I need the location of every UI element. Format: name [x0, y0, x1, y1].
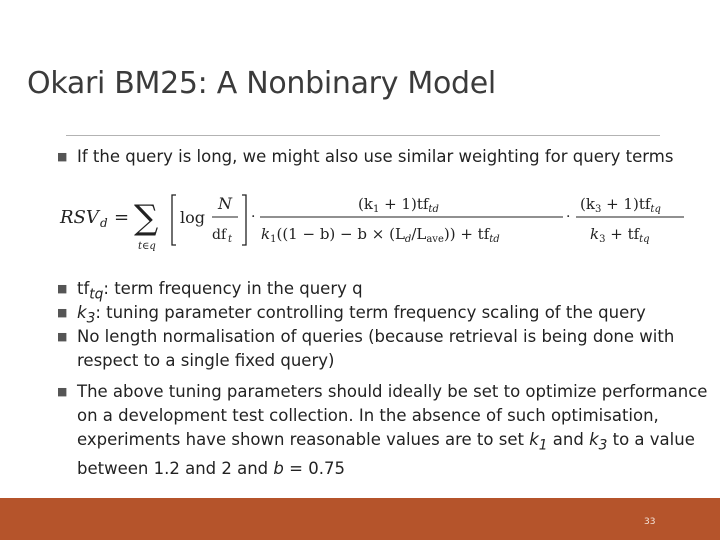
bullet-text-2: to a value between 1.2 and 2 and [77, 430, 695, 479]
bullet-marker-icon: ■ [57, 306, 68, 319]
bullet-text: If the query is long, we might also use similar weighting for query terms [77, 147, 674, 166]
bullet-text: No length normalisation of queries (because retrieval is being done with respect to a single fixed query) [77, 327, 675, 370]
k1-symbol: k [529, 430, 539, 449]
sum-sub: t∈q [138, 241, 156, 252]
formula-log: log [180, 208, 205, 227]
bullet-marker-icon: ■ [57, 385, 68, 398]
frac-n: N [218, 194, 232, 213]
bullet-marker-icon: ■ [57, 282, 68, 295]
den2: $k_3 + tf_{tq}$ [590, 225, 650, 245]
k3-sub: 3 [598, 437, 608, 454]
slide-title: Okari BM25: A Nonbinary Model [27, 66, 496, 101]
bullet-text-3: = 0.75 [283, 459, 345, 479]
right-bracket [242, 195, 246, 245]
bullet-text: The above tuning parameters should ideally be set to optimize performance on a development test collection. In the absence of such optimisation, experiments have shown reasonable values are to set [77, 382, 708, 449]
bullet-text: : tuning parameter controlling term frequency scaling of the query [95, 303, 646, 322]
and-text: and [547, 430, 590, 449]
num2: $(k_3 + 1)tf_{tq}$ [580, 195, 661, 215]
page-number: 33 [644, 517, 656, 527]
tf-sub: tq [89, 286, 104, 303]
left-bracket [172, 195, 176, 245]
k1-sub: 1 [538, 437, 548, 454]
formula-eq: = [114, 207, 130, 228]
bullet-marker-icon: ■ [57, 150, 68, 163]
frac-df-sub: t [228, 234, 233, 245]
formula-lhs-sub: d [100, 216, 108, 230]
footer-bar [0, 498, 720, 540]
num1: $(k_1 + 1)tf_{td}$ [358, 195, 439, 215]
dot-2: · [566, 209, 571, 225]
tf-symbol: tf [77, 279, 90, 298]
bm25-formula [58, 185, 690, 253]
dot-1: · [251, 209, 256, 225]
formula-lhs: RSV [60, 207, 99, 228]
title-divider [66, 135, 660, 136]
k-sub: 3 [86, 310, 96, 327]
bullet-text: : term frequency in the query q [103, 279, 363, 298]
k-symbol: k [77, 303, 87, 322]
bullet-marker-icon: ■ [57, 330, 68, 343]
frac-df: df [212, 227, 227, 243]
sum-sign: ∑ [134, 198, 159, 238]
den1: $k_1((1 - b) - b \times (L_d/L_{ave})) + tf_{td}$ [261, 225, 500, 245]
b-symbol: b [273, 459, 284, 479]
k3-symbol: k [589, 430, 599, 449]
